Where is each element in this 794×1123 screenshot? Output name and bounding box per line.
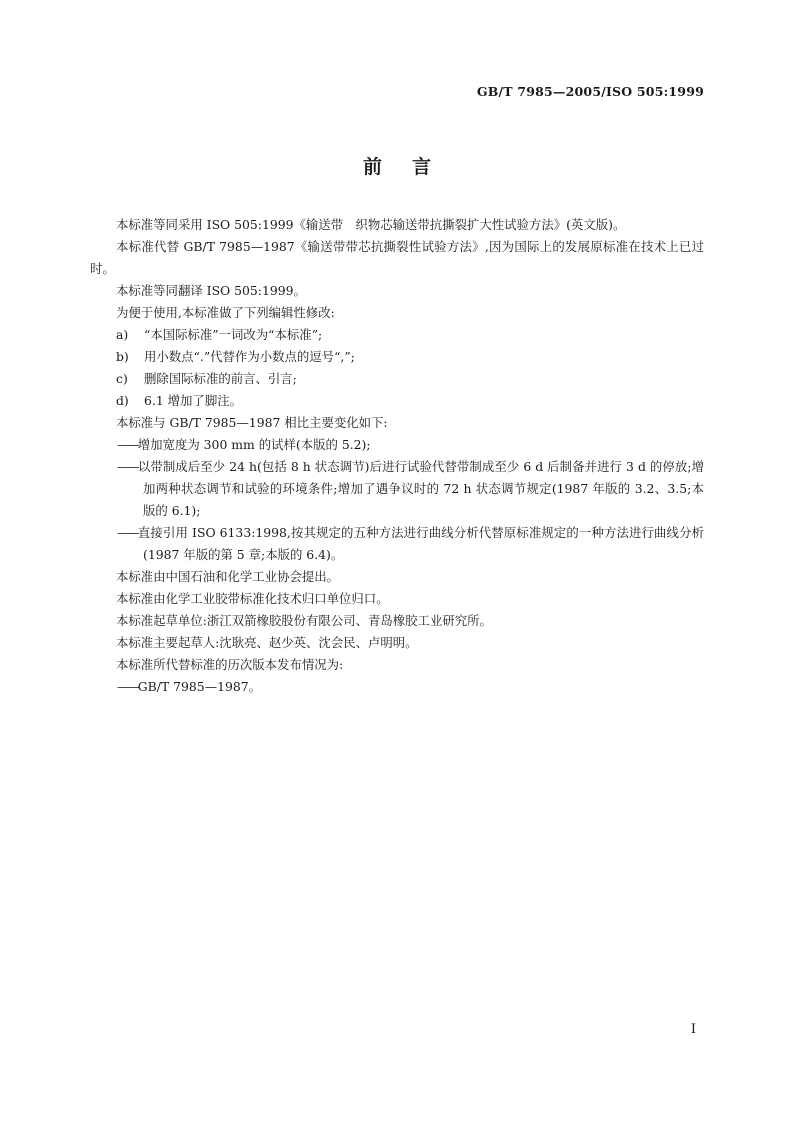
- dash-marker: ——: [117, 679, 138, 694]
- list-item-text: 删除国际标准的前言、引言;: [144, 371, 297, 386]
- paragraph-translation: 本标准等同翻译 ISO 505:1999。: [116, 283, 306, 298]
- changes-list: [90, 434, 704, 566]
- dash-item-text: GB/T 7985—1987。: [137, 679, 262, 694]
- list-item-text: “本国际标准”一词改为“本标准”;: [144, 327, 323, 342]
- dash-item: [90, 522, 704, 566]
- list-item-label: b): [116, 349, 129, 364]
- list-item-label: c): [116, 371, 128, 386]
- paragraph-adoption: 本标准等同采用 ISO 505:1999《输送带 织物芯输送带抗撕裂扩大性试验方法》(英文版)。: [116, 217, 626, 232]
- paragraph-edits-intro: 为便于使用,本标准做了下列编辑性修改:: [116, 305, 335, 320]
- paragraph-proposed-by: 本标准由中国石油和化学工业协会提出。: [116, 569, 340, 584]
- dash-marker: ——: [117, 525, 138, 540]
- header-standard-code: GB/T 7985—2005/ISO 505:1999: [476, 84, 704, 99]
- list-item: [90, 324, 704, 346]
- dash-marker: ——: [117, 437, 138, 452]
- list-item: [90, 346, 704, 368]
- dash-marker: ——: [117, 459, 138, 474]
- dash-item-text: 直接引用 ISO 6133:1998,按其规定的五种方法进行曲线分析代替原标准规定的一种方法进行曲线分析(1987 年版的第 5 章;本版的 6.4)。: [137, 525, 704, 562]
- paragraph-managed-by: 本标准由化学工业胶带标准化技术归口单位归口。: [116, 591, 389, 606]
- paragraph-replacement: 本标准代替 GB/T 7985—1987《输送带带芯抗撕裂性试验方法》,因为国际上的发展原标准在技术上已过时。: [90, 239, 704, 276]
- dash-item: [90, 434, 704, 456]
- paragraph-changes-intro: 本标准与 GB/T 7985—1987 相比主要变化如下:: [116, 415, 388, 430]
- list-item-label: a): [116, 327, 129, 342]
- dash-item-text: 增加宽度为 300 mm 的试样(本版的 5.2);: [137, 437, 371, 452]
- page-number: I: [690, 1022, 696, 1037]
- list-item-label: d): [116, 393, 129, 408]
- list-item: [90, 368, 704, 390]
- history-list: [90, 676, 704, 698]
- page-title: 前言: [362, 156, 461, 178]
- list-item-text: 6.1 增加了脚注。: [144, 393, 242, 408]
- document-body: [90, 214, 704, 698]
- paragraph-history-intro: 本标准所代替标准的历次版本发布情况为:: [116, 657, 344, 672]
- dash-item: [90, 456, 704, 522]
- list-item: [90, 390, 704, 412]
- edits-list: [90, 324, 704, 412]
- dash-item: [90, 676, 704, 698]
- dash-item-text: 以带制成后至少 24 h(包括 8 h 状态调节)后进行试验代替带制成至少 6 d 后制备并进行 3 d 的停放;增加两种状态调节和试验的环境条件;增加了遇争议时的 72 h 状态调节规定(1987 年版的 3.2、3.5;本版的 6.1);: [137, 459, 704, 518]
- paragraph-drafters: 本标准主要起草人:沈耿亮、赵少英、沈会民、卢明明。: [116, 635, 418, 650]
- paragraph-drafting-units: 本标准起草单位:浙江双箭橡胶股份有限公司、青岛橡胶工业研究所。: [116, 613, 492, 628]
- list-item-text: 用小数点“.”代替作为小数点的逗号“,”;: [144, 349, 355, 364]
